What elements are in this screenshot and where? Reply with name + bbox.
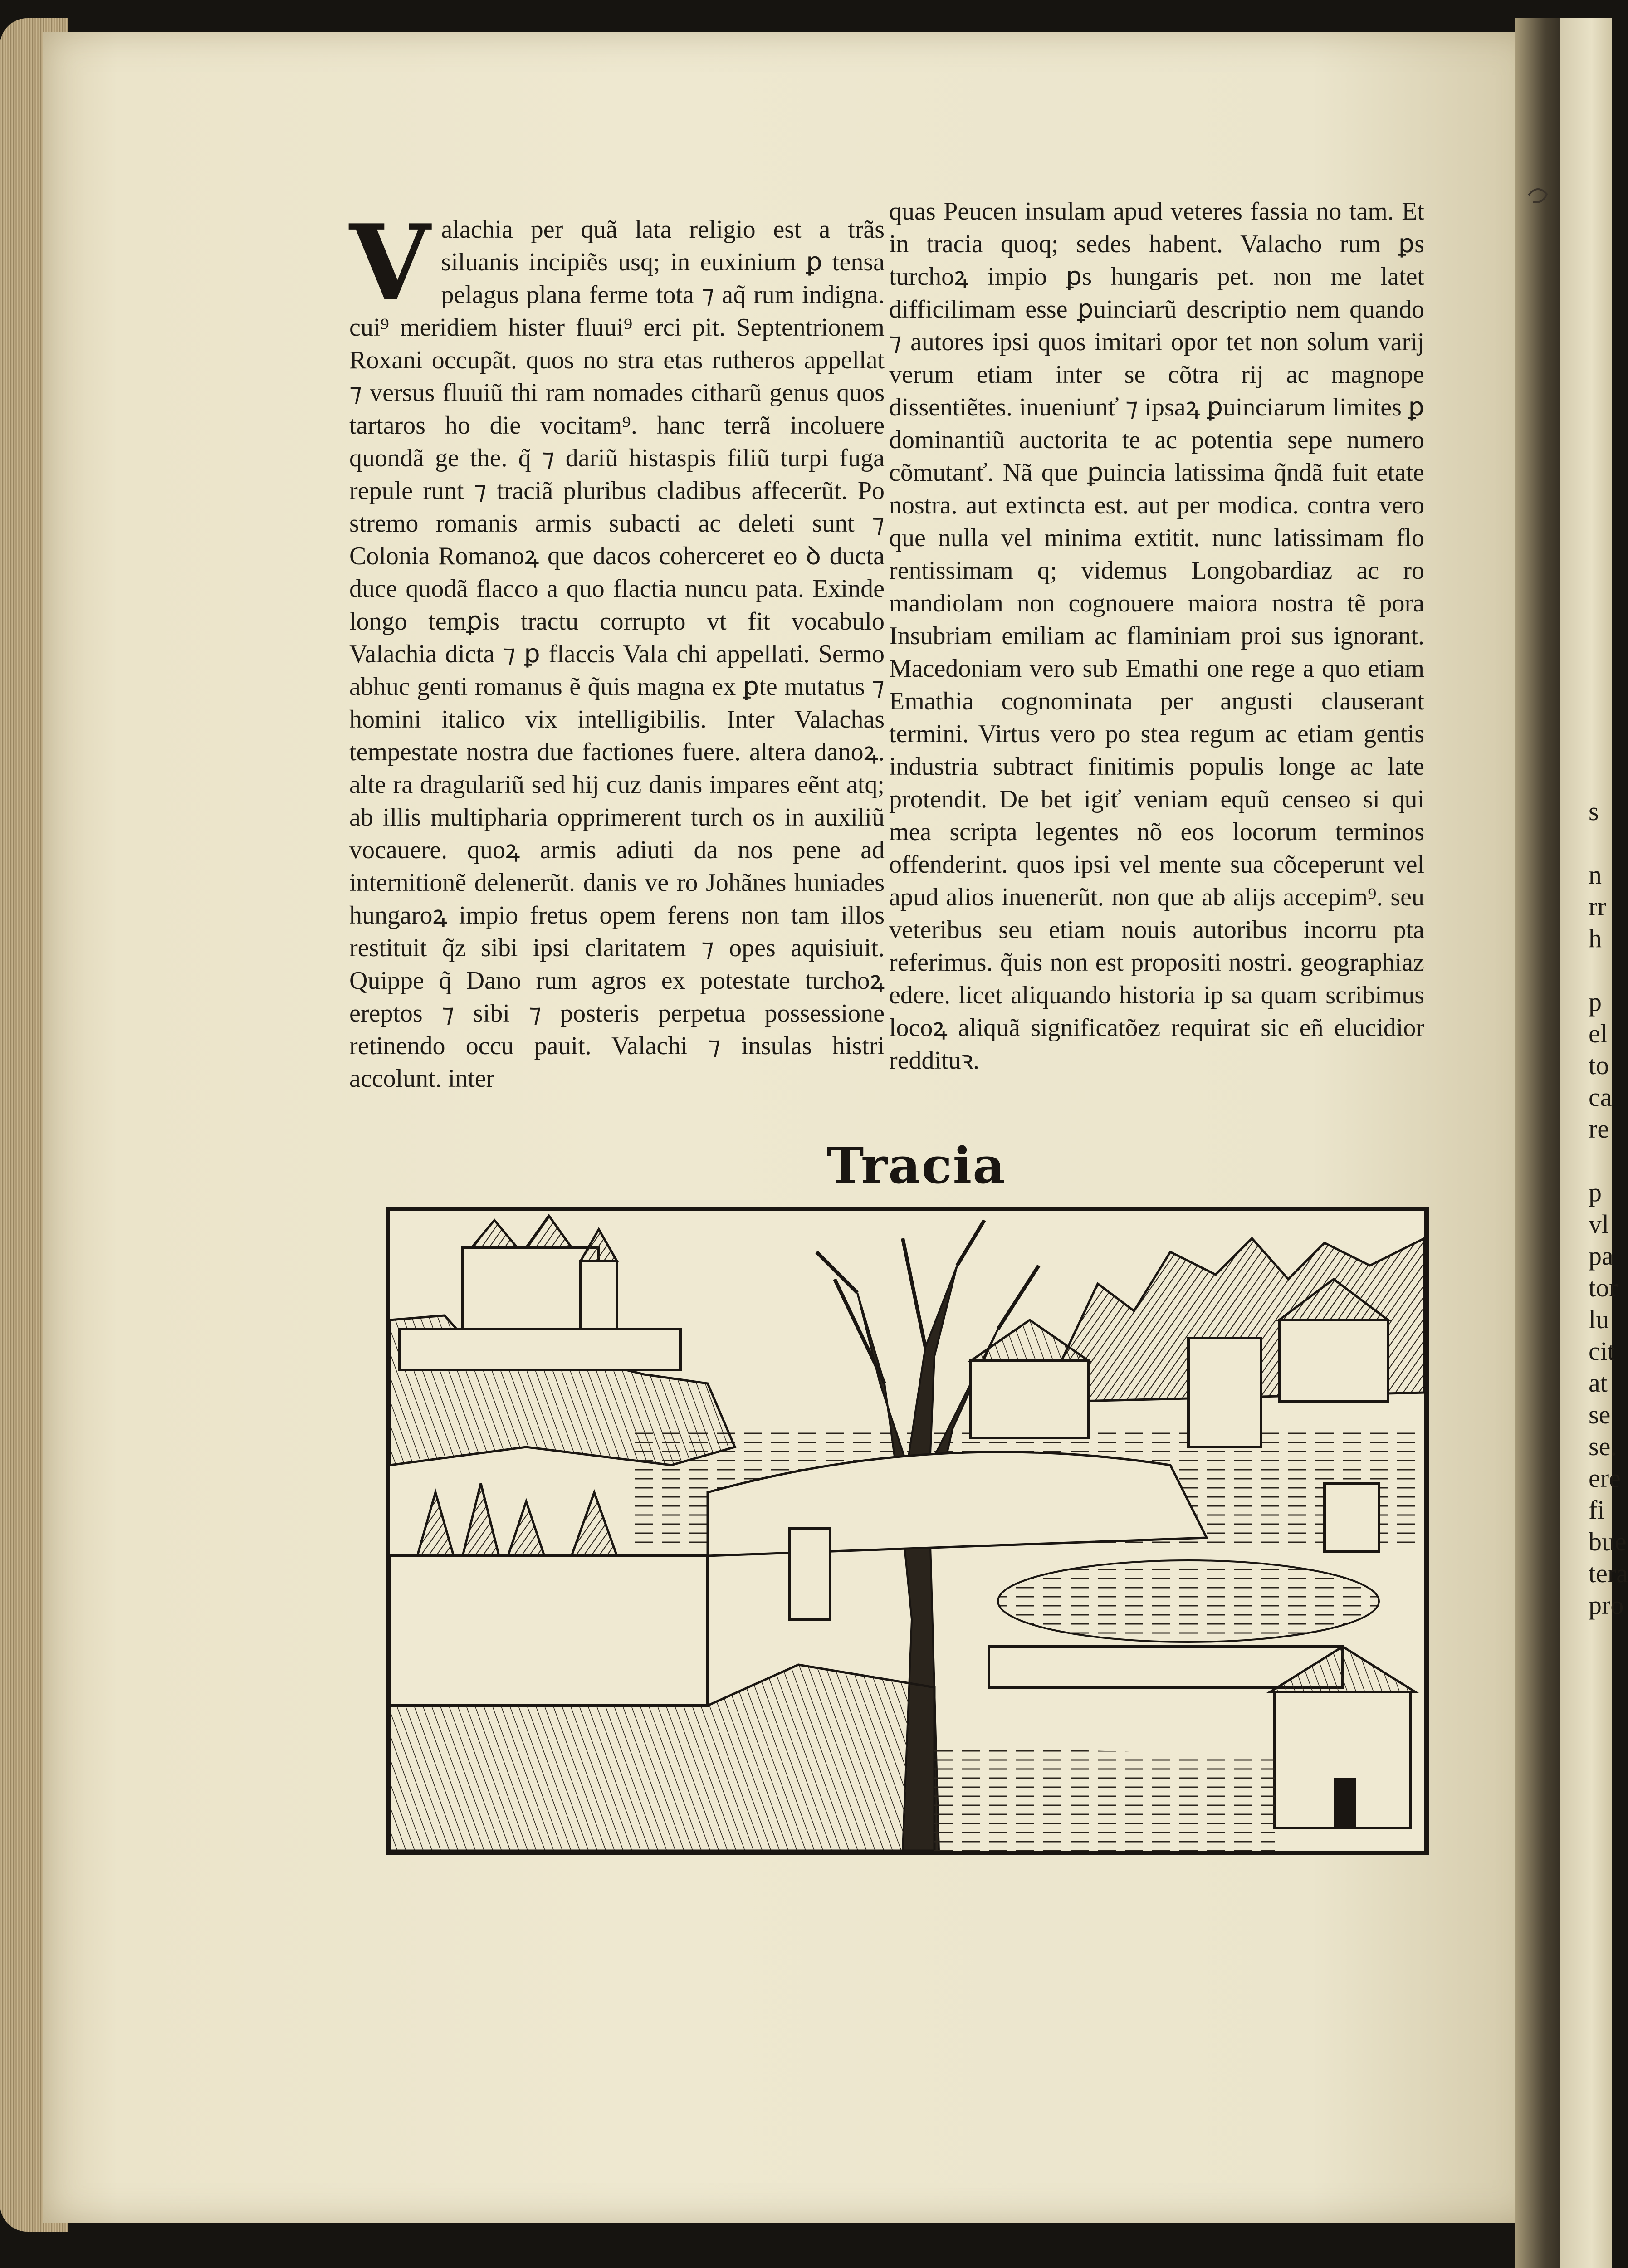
facing-page-fragment: at [1589,1368,1608,1398]
facing-page-fragment: to [1589,1051,1609,1080]
facing-page-fragment: s [1589,797,1599,826]
left-column-text: alachia per quã lata religio est a trãs siluanis incipiẽs usq; in euxinium ꝑ tensa pelagus plana ferme tota ⁊ aq̃ rum indigna. cui⁹ meridiem hister fluui⁹ erci pit. Septentrionem Roxani occupãt. quos no stra etas rutheros appellat ⁊ versus fluuiũ thi ram nomades citharũ genus quos tartaros ho die vocitam⁹. hanc terrã incoluere quondã ge the. q̃ ⁊ dariũ histaspis filiũ turpi fuga repule runt ⁊ traciã pluribus cladibus affecerũt. Po stremo romanis armis subacti ac deleti sunt ⁊ Colonia Romanoꝝ que dacos coherceret eo ꝺ ducta duce quodã flacco a quo flactia nuncu pata. Exinde longo temꝑis tractu corrupto vt fit vocabulo Valachia dicta ⁊ ꝑ flaccis Vala chi appellati. Sermo abhuc genti romanus ẽ q̃uis magna ex ꝑte mutatus ⁊ homini italico vix intelligibilis. Inter Valachas tempestate nostra due factiones fuere. altera danoꝝ. alte ra dragulariũ sed hĳ cuz danis impares eẽnt atq; ab illis multipharia opprimerent turch os in auxiliũ vocauere. quoꝝ armis adiuti da nos pene ad internitionẽ delenerũt. danis ve ro Johãnes huniades hungaroꝝ impio fretus opem ferens non tam illos restituit q̃z sibi ipsi claritatem ⁊ opes aquisiuit. Quippe q̃ Dano rum agros ex potestate turchoꝝ ereptos ⁊ sibi ⁊ posteris perpetua possessione retinendo occu pauit. Valachi ⁊ insulas histri accolunt. inter [349,215,885,1093]
facing-page-fragment: tera [1589,1559,1628,1588]
woodcut-landscape [390,1211,1424,1851]
facing-page-fragment: pro [1589,1590,1624,1620]
facing-page-fragment: h [1589,924,1602,953]
facing-page-fragment: se. [1589,1432,1617,1461]
text-column-right [889,195,1424,1077]
facing-page-fragment: pa [1589,1241,1613,1271]
facing-page-fragment: re [1589,1114,1609,1144]
woodcut-heading: Tracia [826,1136,1006,1195]
facing-page-fragment: rr [1589,892,1606,921]
right-column-text: quas Peucen insulam apud veteres fassia no tam. Et in tracia quoq; sedes habent. Valacho rum ꝑs turchoꝝ impio ꝑs hungaris pet. non me latet difficilimam esse ꝑuinciarũ descriptio nem quando ⁊ autores ipsi quos imitari opor tet non solum varĳ verum etiam inter se cõtra rĳ ac magnope dissentiẽtes. inueniunť ⁊ ipsaꝝ ꝑuinciarum limites ꝑ dominantiũ auctorita te ac potentia sepe numero cõmutanť. Nã que ꝑuincia latissima q̃ndã fuit etate nostra. aut extincta est. aut per modica. contra vero que nulla vel minima extitit. nunc latissimam flo rentissimam q; videmus Longobardiaz ac ro mandiolam non cognouere maiora nostra tẽ pora Insubriam emiliam ac flaminiam proi sus ignorant. Macedoniam vero sub Emathi one rege a quo etiam Emathia cognominata per angusti clauserant termini. Virtus vero po stea regum ac etiam gentis industria subtract finitimis populis longe ac late protendit. De bet igiť veniam equũ censeo si qui mea scripta legentes nõ eos locorum terminos offenderint. quos ipsi vel mente sua cõceperunt vel apud alios inuenerũt. non que ab alĳs accepim⁹. seu veteribus seu etiam nouis autoribus incorru pta referimus. q̃uis non est propositi nostri. geographiaz edere. licet aliquando historia ip sa quam scribimus locoꝝ aliquã significatõez requirat sic eñ elucidior reddituꝛ. [889,197,1424,1075]
facing-page-fragment: cit [1589,1336,1615,1366]
facing-page-fragment: lu [1589,1305,1609,1334]
facing-page-fragment: ca [1589,1082,1612,1112]
facing-page-fragment: el [1589,1019,1608,1048]
facing-page-edge [1560,18,1628,2268]
facing-page-fragment: fi [1589,1495,1605,1525]
woodcut-illustration [386,1207,1429,1855]
facing-page-fragment: ere [1589,1463,1621,1493]
facing-page-fragment: se [1589,1400,1611,1429]
facing-page-fragment: p [1589,987,1602,1017]
facing-page-fragment: bue [1589,1527,1627,1556]
facing-page-fragment: p [1589,1178,1602,1207]
facing-page-fragment: n [1589,860,1602,890]
page-stain-mark [1524,181,1551,209]
facing-page-fragment: tor [1589,1273,1618,1302]
facing-page-fragment: vl [1589,1209,1609,1239]
decorated-initial: V [349,202,430,324]
text-column-left [349,202,885,1095]
